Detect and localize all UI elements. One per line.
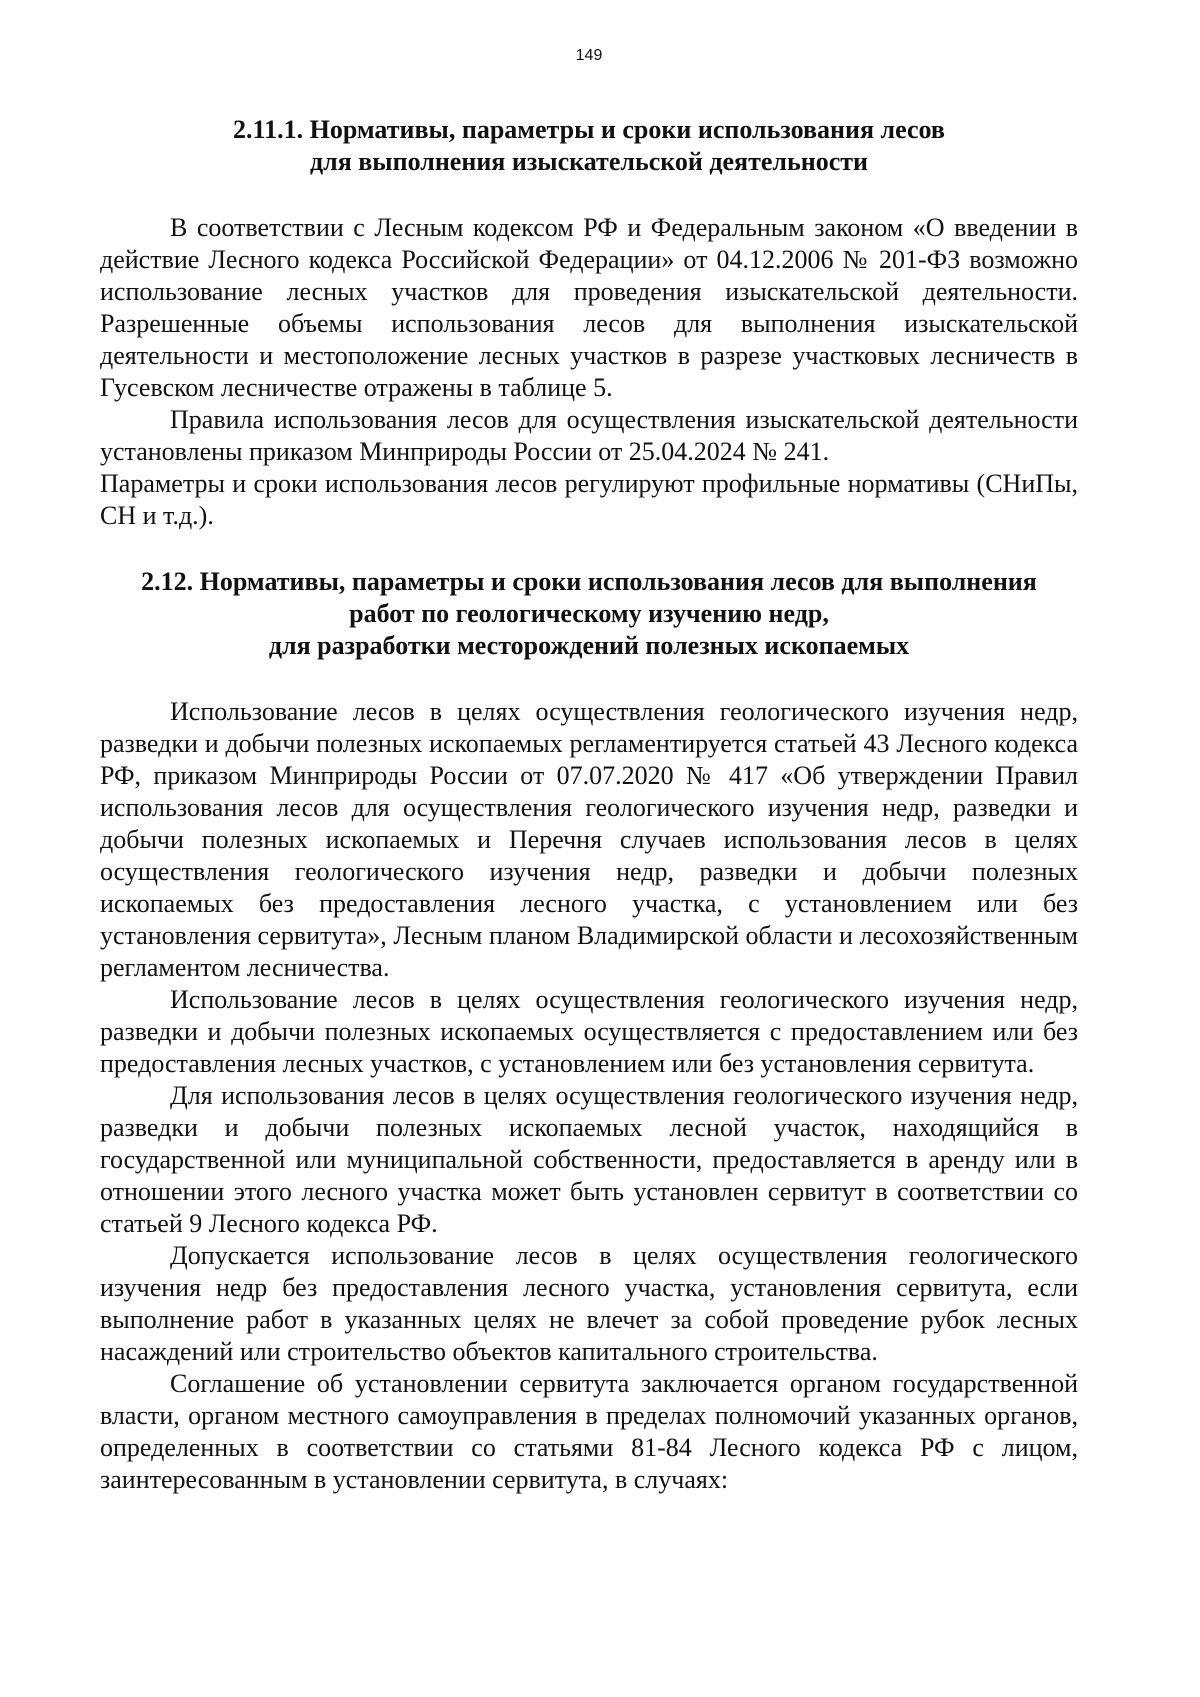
paragraph: Правила использования лесов для осуществления изыскательской деятельности установлены приказом Минприроды России от 25.04.2024 № 241.	[100, 405, 1078, 466]
section-body-2-12	[100, 696, 1078, 1496]
paragraph: Соглашение об установлении сервитута заключается органом государственной власти, органом местного самоуправления в пределах полномочий указанных органов, определенных в соответствии со статьями 81-84 Лесного кодекса РФ с лицом, заинтересованным в установлении сервитута, в случаях:	[100, 1369, 1078, 1494]
paragraph: В соответствии с Лесным кодексом РФ и Федеральным законом «О введении в действие Лесного кодекса Российской Федерации» от 04.12.2006 № 201-ФЗ возможно использование лесных участков для проведения изыскательской деятельности. Разрешенные объемы использования лесов для выполнения изыскательской деятельности и местоположение лесных участков в разрезе участковых лесничеств в Гусевском лесничестве отражены в таблице 5.	[100, 213, 1078, 402]
section-heading-line: 2.11.1. Нормативы, параметры и сроки использования лесов	[233, 115, 945, 144]
section-heading-line: 2.12. Нормативы, параметры и сроки использования лесов для выполнения	[141, 567, 1037, 596]
page-number: 149	[575, 47, 603, 64]
section-heading-2-12	[100, 566, 1078, 662]
paragraph: Использование лесов в целях осуществления геологического изучения недр, разведки и добычи полезных ископаемых осуществляется с предоставлением или без предоставления лесных участков, с установлением или без установления сервитута.	[100, 985, 1078, 1078]
section-heading-line: для выполнения изыскательской деятельности	[309, 147, 869, 176]
section-heading-line: для разработки месторождений полезных ископаемых	[268, 631, 910, 660]
paragraph: Для использования лесов в целях осуществления геологического изучения недр, разведки и добычи полезных ископаемых лесной участок, находящийся в государственной или муниципальной собственности, предоставляется в аренду или в отношении этого лесного участка может быть установлен сервитут в соответствии со статьей 9 Лесного кодекса РФ.	[100, 1081, 1078, 1238]
paragraph: Использование лесов в целях осуществления геологического изучения недр, разведки и добычи полезных ископаемых регламентируется статьей 43 Лесного кодекса РФ, приказом Минприроды России от 07.07.2020 № 417 «Об утверждении Правил использования лесов для осуществления геологического изучения недр, разведки и добычи полезных ископаемых и Перечня случаев использования лесов в целях осуществления геологического изучения недр, разведки и добычи полезных ископаемых без предоставления лесного участка, с установлением или без установления сервитута», Лесным планом Владимирской области и лесохозяйственным регламентом лесничества.	[100, 697, 1078, 982]
paragraph: Параметры и сроки использования лесов регулируют профильные нормативы (СНиПы, СН и т.д.).	[100, 469, 1078, 530]
section-heading-line: работ по геологическому изучению недр,	[349, 599, 829, 628]
section-body-2-11-1	[100, 212, 1078, 532]
section-heading-2-11-1	[100, 114, 1078, 178]
paragraph: Допускается использование лесов в целях осуществления геологического изучения недр без предоставления лесного участка, установления сервитута, если выполнение работ в указанных целях не влечет за собой проведение рубок лесных насаждений или строительство объектов капитального строительства.	[100, 1241, 1078, 1366]
